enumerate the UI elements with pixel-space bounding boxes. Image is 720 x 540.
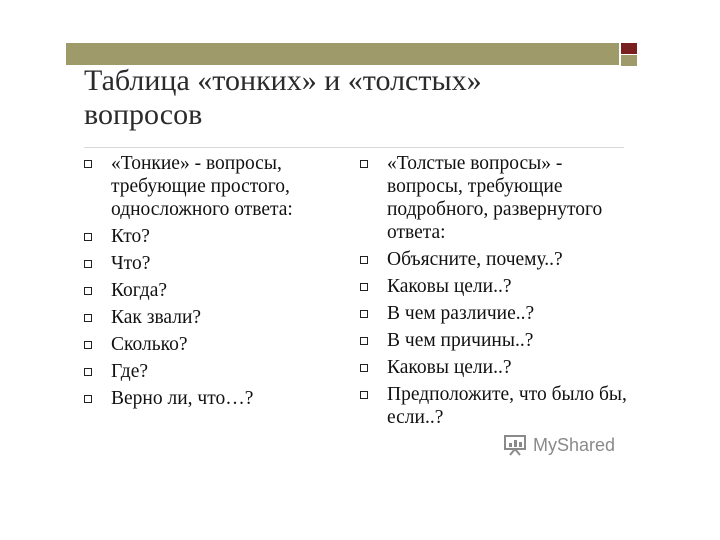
square-bullet-icon: [360, 283, 368, 291]
thin-questions-column: [84, 152, 334, 414]
thick-questions-column: [360, 152, 630, 433]
square-bullet-icon: [84, 341, 92, 349]
list-item: Каковы цели..?: [360, 275, 630, 298]
list-item: Верно ли, что…?: [84, 387, 334, 410]
list-item: Предположите, что было бы, если..?: [360, 383, 630, 429]
square-bullet-icon: [84, 260, 92, 268]
square-bullet-icon: [360, 256, 368, 264]
square-bullet-icon: [84, 287, 92, 295]
square-bullet-icon: [360, 337, 368, 345]
list-item: Где?: [84, 360, 334, 383]
presentation-board-icon: [503, 434, 529, 456]
header-decor-bar: [66, 43, 619, 65]
square-bullet-icon: [360, 160, 368, 168]
list-item: В чем различие..?: [360, 302, 630, 325]
list-item: «Толстые вопросы» - вопросы, требующие подробного, развернутого ответа:: [360, 152, 630, 244]
list-item: Кто?: [84, 225, 334, 248]
square-bullet-icon: [84, 395, 92, 403]
corner-accent-dark: [621, 43, 637, 54]
title-divider: [84, 147, 624, 148]
list-item: Объясните, почему..?: [360, 248, 630, 271]
square-bullet-icon: [84, 233, 92, 241]
list-item: Что?: [84, 252, 334, 275]
square-bullet-icon: [360, 364, 368, 372]
corner-accent-light: [621, 55, 637, 66]
list-item: Когда?: [84, 279, 334, 302]
list-item: Сколько?: [84, 333, 334, 356]
list-item: В чем причины..?: [360, 329, 630, 352]
slide-title: Таблица «тонких» и «толстых» вопросов: [84, 64, 482, 131]
watermark-text: MyShared: [533, 434, 616, 455]
square-bullet-icon: [360, 310, 368, 318]
list-item: «Тонкие» - вопросы, требующие простого, односложного ответа:: [84, 152, 334, 221]
list-item: Каковы цели..?: [360, 356, 630, 379]
square-bullet-icon: [84, 368, 92, 376]
square-bullet-icon: [84, 314, 92, 322]
list-item: Как звали?: [84, 306, 334, 329]
square-bullet-icon: [84, 160, 92, 168]
square-bullet-icon: [360, 391, 368, 399]
myshared-watermark: [503, 434, 615, 456]
